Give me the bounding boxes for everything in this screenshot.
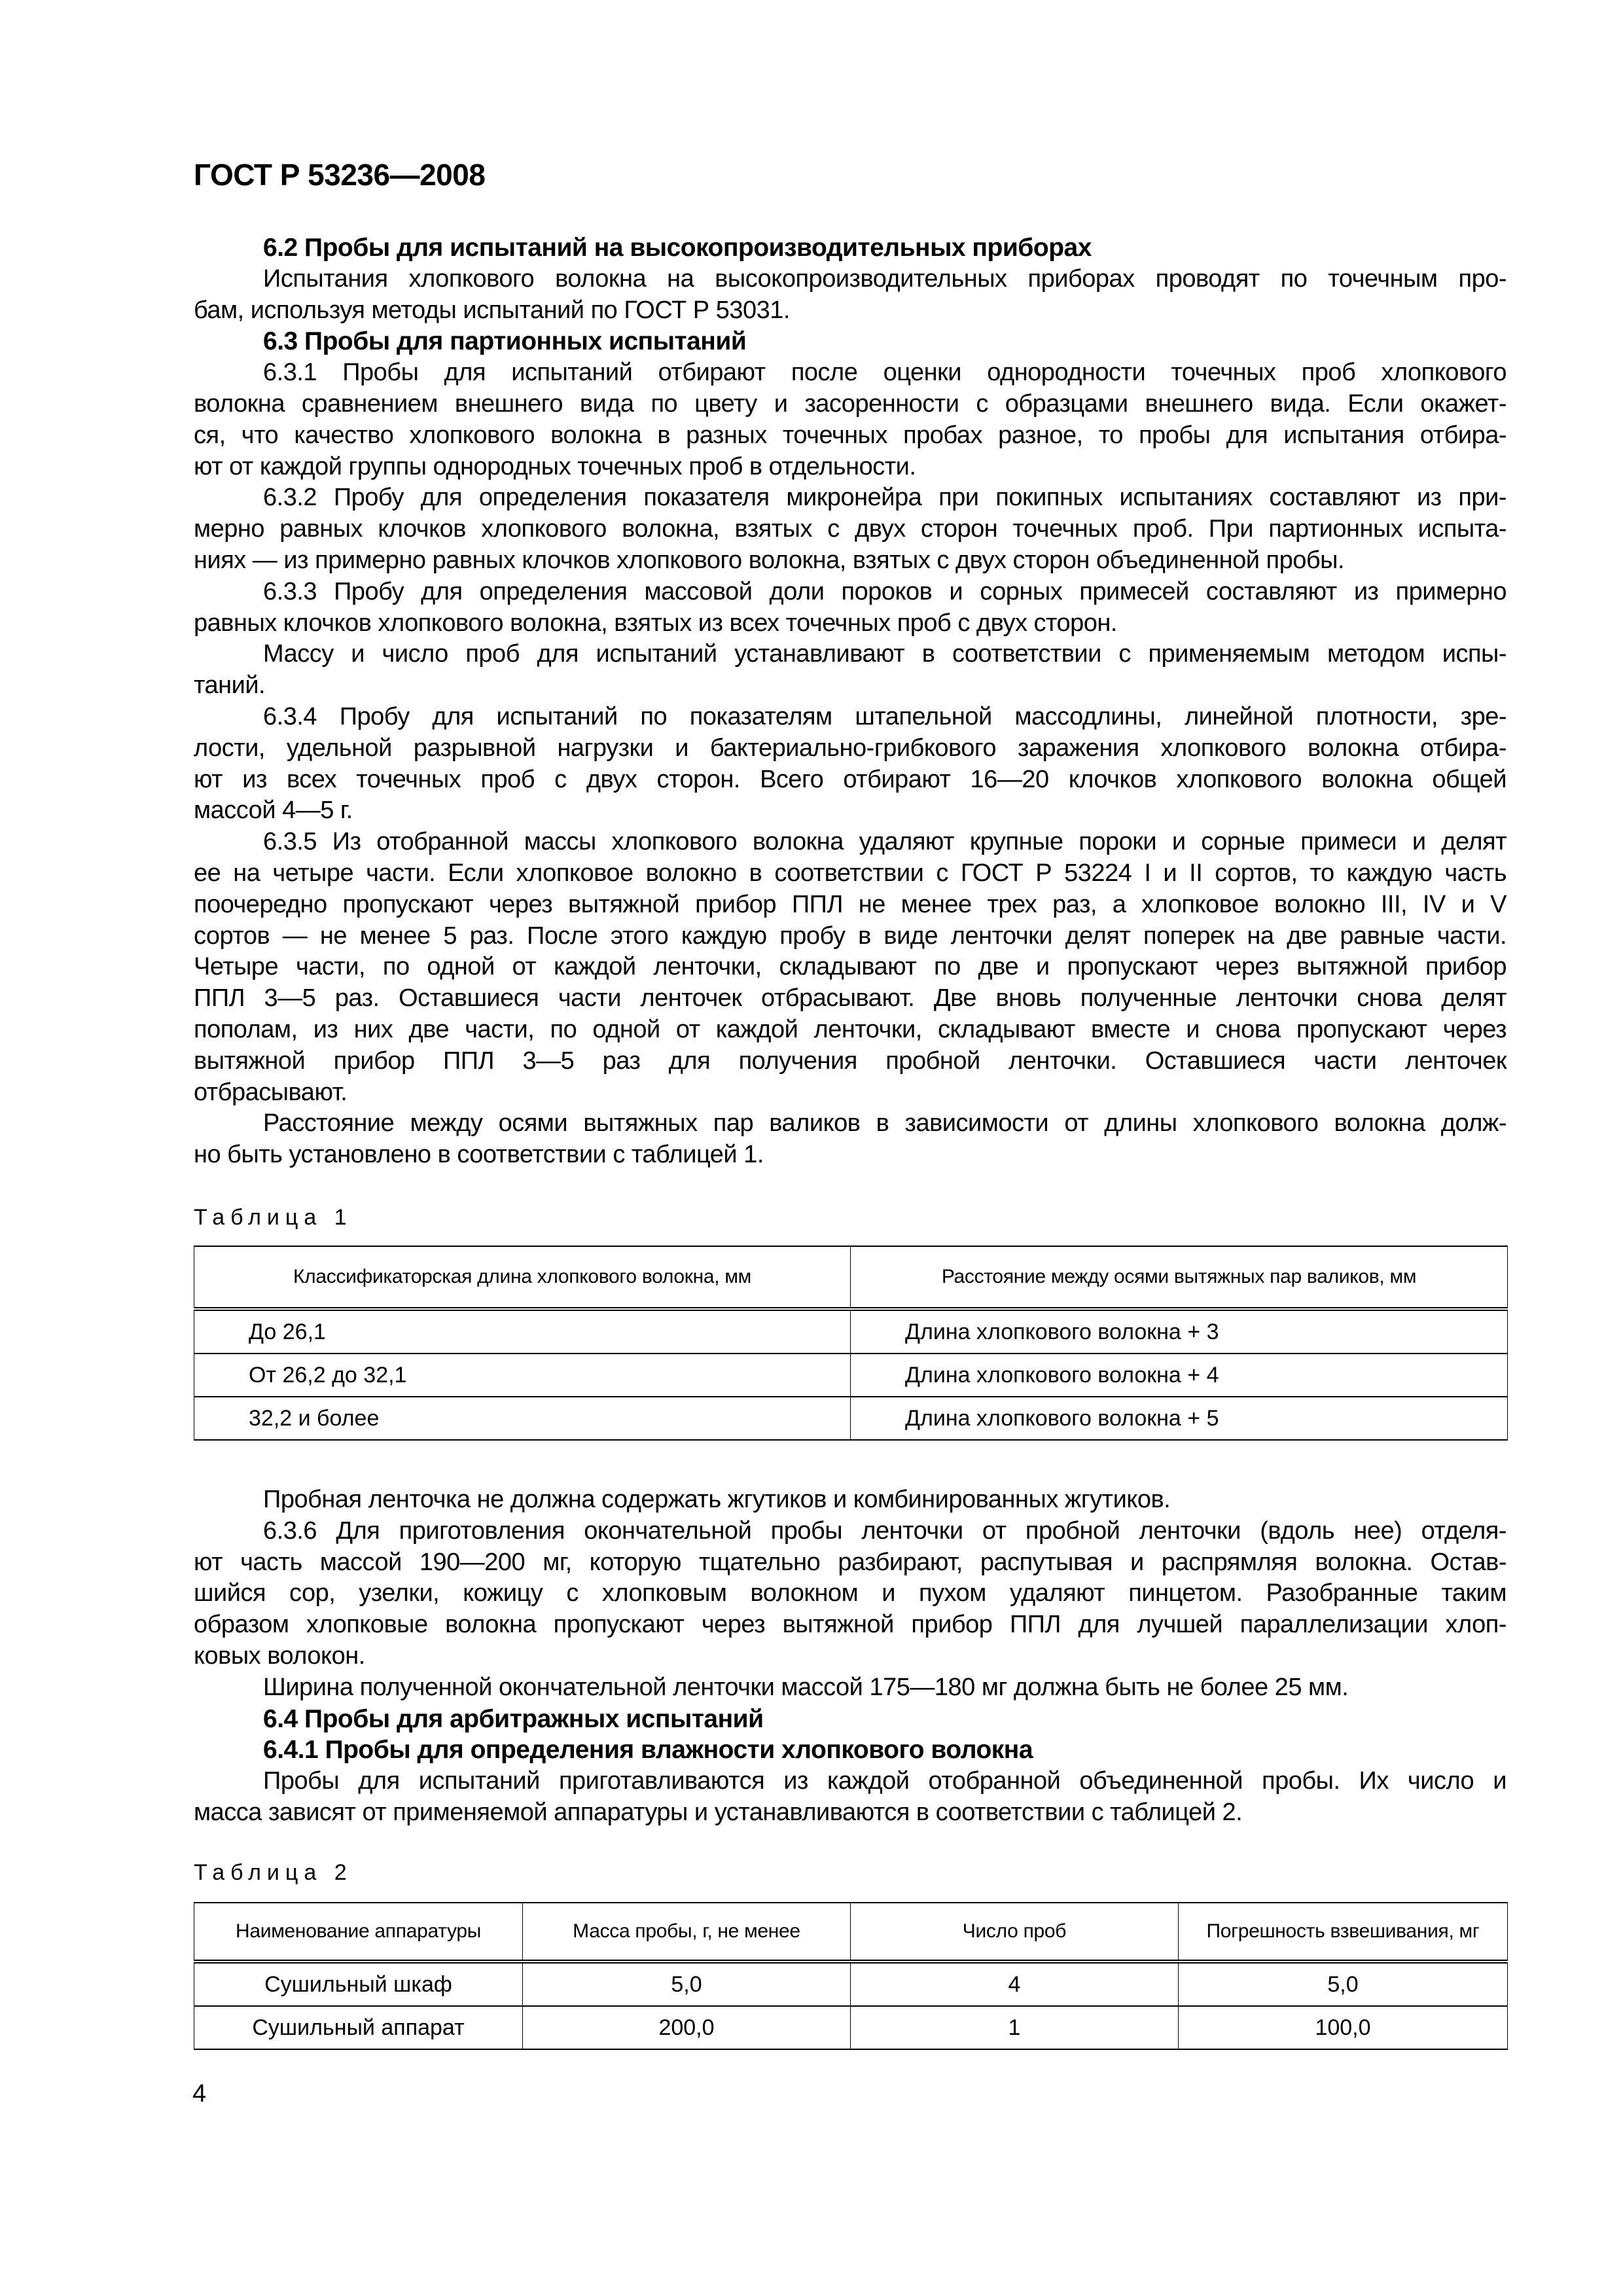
text-line: массой 4—5 г. bbox=[194, 797, 353, 825]
text-line: но быть установлено в соответствии с таблицей 1. bbox=[194, 1141, 764, 1169]
text-line: Испытания хлопкового волокна на высокопроизводительных приборах проводят по точечным про- bbox=[263, 264, 1507, 293]
text-line: ся, что качество хлопкового волокна в разных точечных пробах разное, то пробы для испытания отбира- bbox=[194, 421, 1507, 449]
text-block-sections-6-3-6-to-6-4-1 bbox=[194, 1484, 1507, 1829]
column-header: Расстояние между осями вытяжных пар валиков, мм bbox=[851, 1246, 1508, 1309]
text-line: мерно равных клочков хлопкового волокна, взятых с двух сторон точечных проб. При партионных испыта- bbox=[194, 515, 1507, 543]
table-cell: 4 bbox=[851, 1962, 1179, 2006]
text-line: 6.3.3 Пробу для определения массовой доли пороков и сорных примесей составляют из примерно bbox=[263, 577, 1507, 605]
section-heading: 6.2 Пробы для испытаний на высокопроизводительных приборах bbox=[263, 234, 1092, 262]
table-cell: 32,2 и более bbox=[194, 1397, 851, 1440]
column-header: Наименование аппаратуры bbox=[194, 1903, 523, 1962]
table-cell: Сушильный шкаф bbox=[194, 1962, 523, 2006]
text-line: ют из всех точечных проб с двух сторон. Всего отбирают 16—20 клочков хлопкового волокна общей bbox=[194, 765, 1507, 793]
text-line: ППЛ 3—5 раз. Оставшиеся части ленточек отбрасывают. Две вновь полученные ленточки снова делят bbox=[194, 984, 1507, 1013]
table-cell: 5,0 bbox=[523, 1962, 851, 2006]
text-line: отбрасывают. bbox=[194, 1078, 348, 1106]
text-line: волокна сравнением внешнего вида по цвету и засоренности с образцами внешнего вида. Если окажет- bbox=[194, 389, 1507, 418]
text-line: равных клочков хлопкового волокна, взятых из всех точечных проб с двух сторон. bbox=[194, 609, 1117, 637]
text-block-sections-6-2-to-6-3-5 bbox=[194, 232, 1507, 1171]
column-header: Погрешность взвешивания, мг bbox=[1179, 1903, 1508, 1962]
section-heading: 6.3 Пробы для партионных испытаний bbox=[263, 327, 747, 356]
text-line: ее на четыре части. Если хлопковое волокно в соответствии с ГОСТ Р 53224 I и II сортов, то каждую часть bbox=[194, 859, 1507, 887]
page-number: 4 bbox=[192, 2080, 207, 2108]
table-2 bbox=[194, 1902, 1508, 2050]
text-line: Расстояние между осями вытяжных пар валиков в зависимости от длины хлопкового волокна долж- bbox=[263, 1109, 1507, 1138]
text-line: образом хлопковые волокна пропускают через вытяжной прибор ППЛ для лучшей параллелизации хлоп- bbox=[194, 1611, 1507, 1639]
table-cell: Длина хлопкового волокна + 3 bbox=[851, 1309, 1508, 1354]
text-line: таний. bbox=[194, 672, 266, 700]
table-cell: 100,0 bbox=[1179, 2006, 1508, 2049]
text-line: поочередно пропускают через вытяжной прибор ППЛ не менее трех раз, а хлопковое волокно III, IV и V bbox=[194, 890, 1507, 918]
column-header: Классификаторская длина хлопкового волокна, мм bbox=[194, 1246, 851, 1309]
text-line: Четыре части, по одной от каждой ленточки, складывают по две и пропускают через вытяжной прибор bbox=[194, 953, 1507, 981]
table-cell: До 26,1 bbox=[194, 1309, 851, 1354]
table-header-row bbox=[194, 1903, 1508, 1962]
column-header: Масса пробы, г, не менее bbox=[523, 1903, 851, 1962]
text-line: Ширина полученной окончательной ленточки массой 175—180 мг должна быть не более 25 мм. bbox=[263, 1673, 1349, 1701]
table-cell: Длина хлопкового волокна + 5 bbox=[851, 1397, 1508, 1440]
text-line: ковых волокон. bbox=[194, 1641, 365, 1670]
table-cell: 5,0 bbox=[1179, 1962, 1508, 2006]
table-2-caption: Таблица 2 bbox=[194, 1860, 353, 1885]
text-line: бам, используя методы испытаний по ГОСТ Р 53031. bbox=[194, 296, 790, 324]
text-line: Пробы для испытаний приготавливаются из каждой отобранной объединенной пробы. Их число и bbox=[263, 1767, 1507, 1795]
text-line: Пробная ленточка не должна содержать жгутиков и комбинированных жгутиков. bbox=[263, 1486, 1171, 1513]
text-line: сортов — не менее 5 раз. После этого каждую пробу в виде ленточки делят поперек на две равные части. bbox=[194, 922, 1507, 950]
text-line: 6.3.4 Пробу для испытаний по показателям штапельной массодлины, линейной плотности, зре- bbox=[263, 702, 1507, 730]
text-line: 6.3.5 Из отобранной массы хлопкового волокна удаляют крупные пороки и сорные примеси и делят bbox=[263, 828, 1507, 856]
text-line: масса зависят от применяемой аппаратуры и устанавливаются в соответствии с таблицей 2. bbox=[194, 1798, 1243, 1826]
text-line: ниях — из примерно равных клочков хлопкового волокна, взятых с двух сторон объединенной пробы. bbox=[194, 546, 1345, 574]
text-line: ют от каждой группы однородных точечных проб в отдельности. bbox=[194, 452, 916, 480]
table-row bbox=[194, 1309, 1508, 1354]
table-header-row bbox=[194, 1246, 1508, 1309]
text-line: вытяжной прибор ППЛ 3—5 раз для получения пробной ленточки. Оставшиеся части ленточек bbox=[194, 1047, 1507, 1075]
table-cell: 200,0 bbox=[523, 2006, 851, 2049]
table-row bbox=[194, 1397, 1508, 1440]
text-line: ют часть массой 190—200 мг, которую тщательно разбирают, распутывая и распрямляя волокна. Остав- bbox=[194, 1548, 1507, 1576]
text-line: пополам, из них две части, по одной от каждой ленточки, складывают вместе и снова пропускают через bbox=[194, 1015, 1507, 1043]
table-row bbox=[194, 2006, 1508, 2049]
text-line: лости, удельной разрывной нагрузки и бактериально-грибкового заражения хлопкового волокна отбира- bbox=[194, 734, 1507, 762]
column-header: Число проб bbox=[851, 1903, 1179, 1962]
table-cell: Сушильный аппарат bbox=[194, 2006, 523, 2049]
section-heading: 6.4 Пробы для арбитражных испытаний bbox=[263, 1704, 764, 1733]
section-heading: 6.4.1 Пробы для определения влажности хлопкового волокна bbox=[263, 1736, 1033, 1765]
text-line: 6.3.1 Пробы для испытаний отбирают после оценки однородности точечных проб хлопкового bbox=[263, 359, 1507, 387]
text-line: Массу и число проб для испытаний устанавливают в соответствии с применяемым методом испы- bbox=[263, 640, 1507, 668]
table-cell: От 26,2 до 32,1 bbox=[194, 1354, 851, 1397]
table-1 bbox=[194, 1246, 1508, 1441]
table-row bbox=[194, 1962, 1508, 2006]
text-line: 6.3.2 Пробу для определения показателя микронейра при покипных испытаниях составляют из при- bbox=[263, 484, 1507, 512]
table-cell: 1 bbox=[851, 2006, 1179, 2049]
text-line: 6.3.6 Для приготовления окончательной пробы ленточки от пробной ленточки (вдоль нее) отделя- bbox=[263, 1516, 1507, 1545]
text-line: шийся сор, узелки, кожицу с хлопковым волокном и пухом удаляют пинцетом. Разобранные таким bbox=[194, 1579, 1507, 1607]
table-1-caption: Таблица 1 bbox=[194, 1205, 353, 1230]
table-row bbox=[194, 1354, 1508, 1397]
standard-designation: ГОСТ Р 53236—2008 bbox=[194, 158, 486, 192]
table-cell: Длина хлопкового волокна + 4 bbox=[851, 1354, 1508, 1397]
